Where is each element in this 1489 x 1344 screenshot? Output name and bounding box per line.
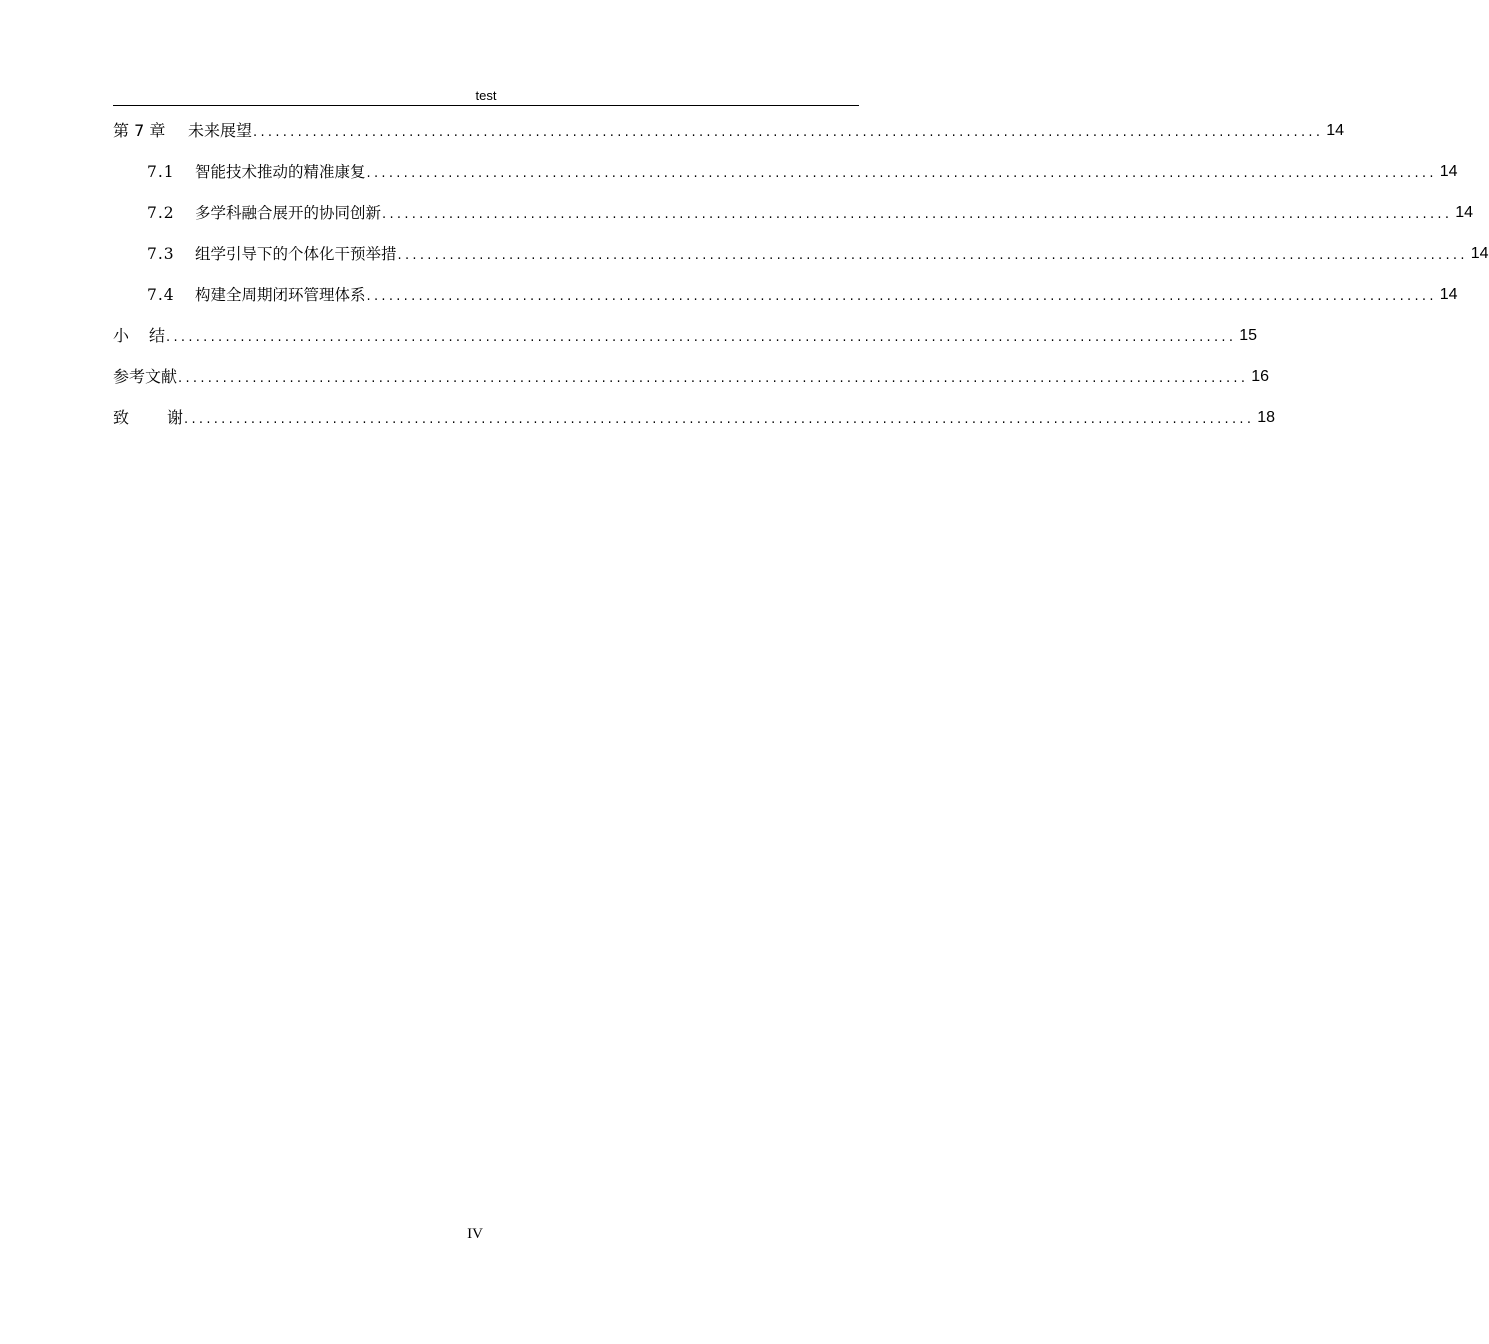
toc-entry-summary[interactable] (113, 323, 1258, 347)
toc-entry-title: 多学科融合展开的协同创新 (195, 204, 382, 222)
toc-entry-title: 未来展望 (188, 121, 253, 140)
toc-entry-number: 7.2 (147, 204, 175, 222)
dot-leader: ................................................................................................................................................ (397, 248, 1468, 263)
toc-entry-page: 18 (1257, 409, 1276, 426)
toc-entry-section-7-1[interactable] (113, 159, 1458, 183)
toc-entry-title: 组学引导下的个体化干预举措 (195, 245, 397, 263)
toc-entry-number: 第 7 章 (113, 121, 166, 140)
toc-entry-page: 14 (1439, 163, 1458, 180)
table-of-contents (113, 118, 1489, 429)
dot-leader: ................................................................................................................................................ (366, 166, 1437, 181)
toc-entry-title: 小结 (113, 326, 186, 345)
running-header: test (475, 88, 497, 103)
toc-entry-label (113, 366, 177, 388)
toc-entry-section-7-4[interactable] (113, 282, 1458, 306)
toc-entry-page: 14 (1455, 204, 1474, 221)
dot-leader: ................................................................................................................................................ (366, 289, 1437, 304)
toc-entry-title: 智能技术推动的精准康复 (195, 163, 366, 181)
toc-entry-chapter-7[interactable] (113, 118, 1345, 142)
toc-entry-number: 7.4 (147, 286, 175, 304)
toc-entry-label (147, 202, 381, 224)
toc-entry-page: 14 (1470, 245, 1489, 262)
toc-entry-title: 致谢 (113, 408, 222, 427)
toc-entry-label (147, 243, 397, 265)
toc-entry-label (147, 161, 366, 183)
header-divider (113, 105, 859, 106)
toc-entry-section-7-3[interactable] (113, 241, 1489, 265)
toc-entry-number: 7.1 (147, 163, 175, 181)
toc-entry-page: 15 (1239, 327, 1258, 344)
dot-leader: ................................................................................................................................................ (253, 125, 1324, 140)
toc-entry-page: 14 (1326, 122, 1345, 139)
page-number: IV (467, 1226, 483, 1242)
toc-entry-page: 14 (1439, 286, 1458, 303)
toc-entry-label (147, 284, 366, 306)
dot-leader: ................................................................................................................................................ (178, 371, 1249, 386)
toc-entry-acknowledgements[interactable] (113, 405, 1276, 429)
toc-entry-references[interactable] (113, 364, 1270, 388)
toc-entry-title: 构建全周期闭环管理体系 (195, 286, 366, 304)
toc-entry-page: 16 (1251, 368, 1270, 385)
dot-leader: ................................................................................................................................................ (184, 412, 1255, 427)
dot-leader: ................................................................................................................................................ (166, 330, 1237, 345)
toc-entry-title: 参考文献 (113, 367, 178, 386)
toc-entry-number: 7.3 (147, 245, 175, 263)
toc-entry-label (113, 120, 252, 142)
dot-leader: ................................................................................................................................................ (382, 207, 1453, 222)
toc-entry-section-7-2[interactable] (113, 200, 1474, 224)
